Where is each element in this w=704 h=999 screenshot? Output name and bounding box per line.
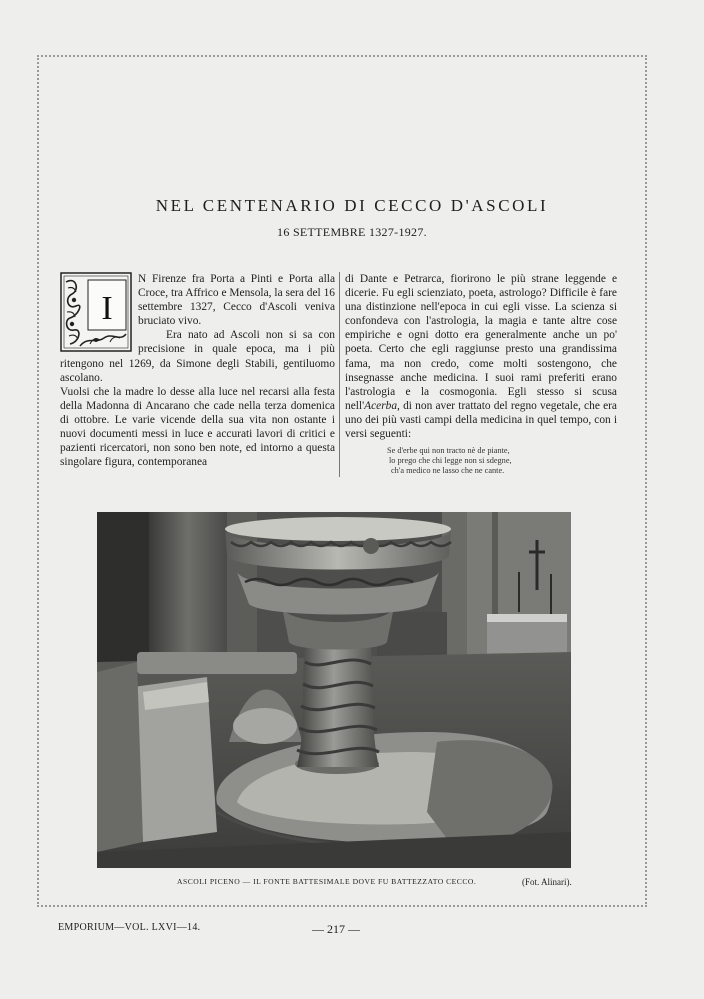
- work-title-acerba: Acerba,: [364, 399, 400, 412]
- paragraph-3: Vuolsi che la madre lo desse alla luce nel recarsi alla festa della Madonna di Ancarano che cade nella terza domenica di ottobre. Le varie vicende della sua vita non ostante i nuovi documenti messi in luce e accurati lavori di critici e pazienti ricercatori, non sono ben note, ed intorno a questa singolare figura, contemporanea: [60, 385, 335, 469]
- paragraph-4: [345, 272, 617, 441]
- paragraph-4-text-b: di non aver trattato del regno vegetale, che era uno dei più vasti campi della medicina in quel tempo, con i versi seguenti:: [345, 399, 617, 441]
- paragraph-1: N Firenze fra Porta a Pinti e Porta alla Croce, tra Affrico e Mensola, la sera del 16 settembre 1327, Cecco d'Ascoli veniva bruciato vivo.: [138, 273, 335, 328]
- baptismal-font-photo: [97, 512, 571, 868]
- dropcap-letter: I: [101, 290, 113, 327]
- article-subtitle: 16 SETTEMBRE 1327-1927.: [277, 225, 427, 239]
- text-column-right: [345, 272, 617, 476]
- text-column-left: [60, 272, 335, 469]
- verse-line: lo prego che chi legge non si sdegne,: [389, 456, 512, 466]
- article-title: NEL CENTENARIO DI CECCO D'ASCOLI: [155, 196, 549, 215]
- ornamental-dropcap: [60, 272, 132, 352]
- page-number: — 217 —: [312, 922, 360, 936]
- paragraph-2: Era nato ad Ascoli non si sa con precisione in quale epoca, ma i più ritengono nel 1269, da Simone degli Stabili, gentiluomo ascolano.: [60, 329, 335, 384]
- verse-line: ch'a medico ne lasso che ne cante.: [391, 466, 505, 476]
- paragraph-4-text-a: di Dante e Petrarca, fiorirono le più strane leggende e dicerie. Fu egli scienziato, poeta, astrologo? Difficile è fare una distinzione nell'epoca in cui egli visse. La scienza si confondeva con l'astrologia, la magia e tante altre cose empiriche e ogni dotto era generalmente anche un po' poeta. Certo che egli raggiunse presto una grandissima fama, ma non credo, come molti sostengono, che insegnasse anche medicina. I suoi rami preferiti erano l'astrologia e la cosmogonia. Egli stesso si scusa nell': [345, 273, 617, 412]
- photo-credit: (Fot. Alinari).: [522, 877, 572, 887]
- column-divider: [339, 272, 340, 477]
- figure-caption: ASCOLI PICENO — IL FONTE BATTESIMALE DOVE FU BATTEZZATO CECCO.: [177, 877, 477, 886]
- verse-line: Se d'erbe qui non tracto nè de piante,: [387, 446, 510, 456]
- journal-reference: EMPORIUM—VOL. LXVI—14.: [58, 922, 201, 933]
- verse-quote: [387, 446, 617, 476]
